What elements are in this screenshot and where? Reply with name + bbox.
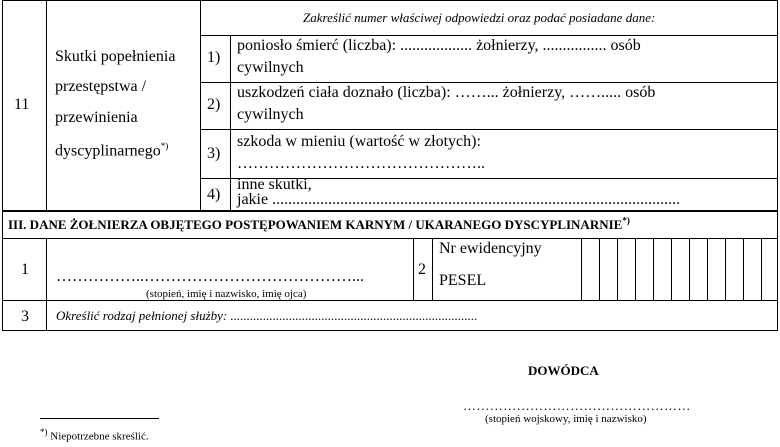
name-caption: (stopień, imię i nazwisko, imię ojca) — [146, 288, 307, 300]
option-3-line-2[interactable]: ……………………………………….. — [237, 155, 485, 172]
commander-title: DOWÓDCA — [528, 363, 599, 378]
option-number-2: 2) — [207, 96, 221, 113]
option-2-line-2: cywilnych — [237, 106, 304, 123]
id-box-divider — [761, 238, 762, 300]
id-box-divider — [581, 238, 582, 300]
id-box-divider — [689, 238, 690, 300]
option-number-4: 4) — [207, 186, 221, 203]
divider — [432, 238, 433, 300]
divider — [200, 82, 778, 83]
id-box-divider — [617, 238, 618, 300]
id-box-divider — [671, 238, 672, 300]
divider — [230, 35, 231, 211]
row11-label-line-2: przestępstwa / — [55, 78, 147, 95]
service-type-field[interactable]: Określić rodzaj pełnionej służby: ............................................................................ — [56, 308, 478, 323]
divider — [2, 300, 778, 301]
row11-label-line-3: przewinienia — [55, 109, 138, 126]
table-border-top — [2, 0, 778, 1]
id-box-divider — [725, 238, 726, 300]
option-number-1: 1) — [207, 49, 221, 66]
row-sub-number-2: 2 — [418, 261, 426, 278]
option-1-line-2: cywilnych — [237, 59, 304, 76]
id-box-divider — [653, 238, 654, 300]
divider — [200, 0, 201, 211]
row-number-11: 11 — [14, 96, 30, 113]
name-dots-field[interactable]: ……………..…………………………………... — [56, 268, 364, 285]
option-4-line-2[interactable]: jakie ...................................................................................................... — [237, 191, 681, 208]
divider — [2, 210, 778, 212]
row11-label-line-4: dyscyplinarnego*) — [55, 141, 169, 160]
option-4-line-1: inne skutki, — [237, 176, 312, 193]
option-3-line-1: szkoda w mieniu (wartość w złotych): — [237, 133, 481, 150]
option-2-line-1[interactable]: uszkodzeń ciała doznało (liczba): ……... żołnierzy, ……..... osób — [237, 84, 656, 101]
section-heading-text: III. DANE ŻOŁNIERZA OBJĘTEGO POSTĘPOWANIEM KARNYM / UKARANEGO DYSCYPLINARNIE*) — [8, 216, 630, 233]
option-1-line-1[interactable]: poniosło śmierć (liczba): .................. żołnierzy, ................ osób — [237, 37, 641, 54]
divider — [46, 0, 47, 211]
divider — [200, 35, 778, 36]
table-border-left — [2, 0, 3, 331]
divider — [46, 238, 47, 331]
row11-label-line-1: Skutki popełnienia — [55, 48, 176, 65]
field-pesel: PESEL — [439, 272, 487, 289]
field-nr-ewidencyjny: Nr ewidencyjny — [439, 240, 542, 257]
signature-dots[interactable]: …………………………………………… — [463, 398, 691, 413]
row-number-3: 3 — [21, 308, 29, 325]
divider — [200, 129, 778, 130]
id-box-divider — [743, 238, 744, 300]
table-border-right — [777, 0, 778, 331]
section-heading — [8, 216, 630, 233]
divider — [2, 238, 778, 239]
id-box-divider — [635, 238, 636, 300]
footnote-text: *) Niepotrzebne skreślić. — [40, 427, 149, 443]
table-border-bottom — [2, 330, 778, 331]
divider — [413, 238, 414, 300]
signature-caption: (stopień wojskowy, imię i nazwisko) — [485, 413, 647, 425]
option-number-3: 3) — [207, 145, 221, 162]
id-box-divider — [707, 238, 708, 300]
footnote-rule — [40, 418, 159, 419]
id-box-divider — [599, 238, 600, 300]
row-number-1: 1 — [21, 261, 29, 278]
instruction-text: Zakreślić numer właściwej odpowiedzi oraz podać posiadane dane: — [303, 10, 656, 25]
